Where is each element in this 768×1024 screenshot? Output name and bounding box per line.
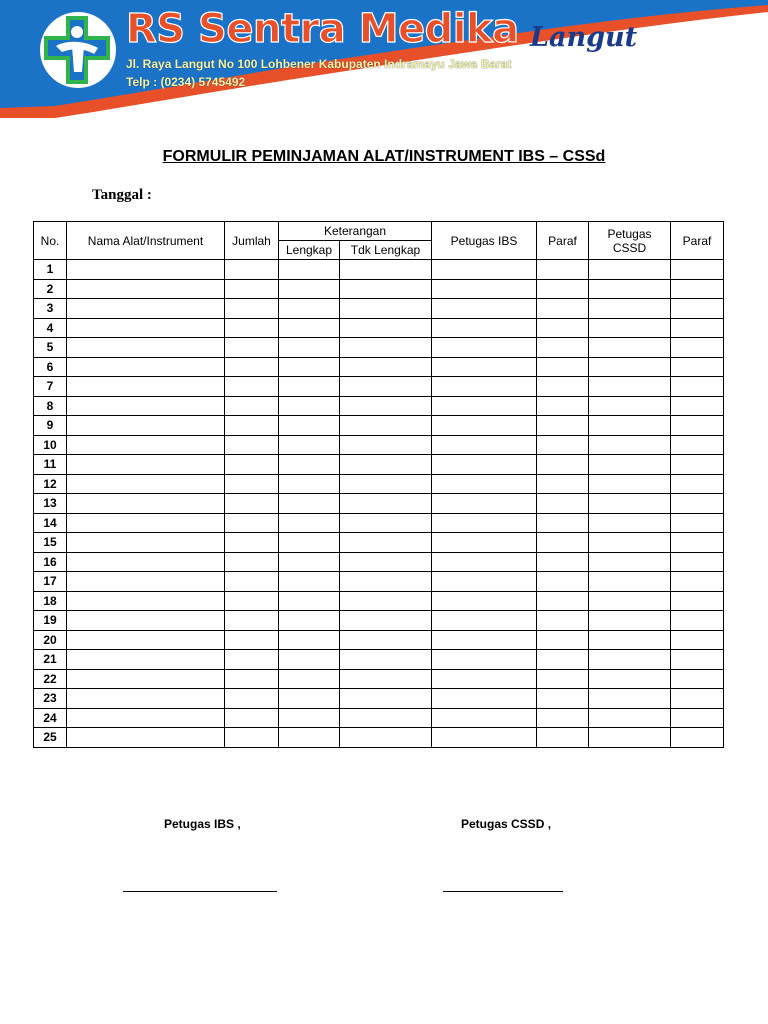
table-cell[interactable] xyxy=(67,416,225,436)
table-cell[interactable] xyxy=(340,357,432,377)
table-cell[interactable] xyxy=(671,260,724,280)
table-cell[interactable] xyxy=(225,728,279,748)
table-cell[interactable] xyxy=(589,728,671,748)
table-cell[interactable] xyxy=(432,435,537,455)
table-cell[interactable] xyxy=(225,650,279,670)
row-number: 14 xyxy=(34,513,67,533)
table-cell[interactable] xyxy=(340,669,432,689)
table-cell[interactable] xyxy=(225,299,279,319)
table-cell[interactable] xyxy=(671,728,724,748)
table-cell[interactable] xyxy=(589,494,671,514)
table-cell[interactable] xyxy=(671,396,724,416)
table-cell[interactable] xyxy=(279,279,340,299)
table-cell[interactable] xyxy=(340,708,432,728)
table-cell[interactable] xyxy=(589,455,671,475)
table-cell[interactable] xyxy=(67,513,225,533)
table-row xyxy=(34,357,724,377)
table-cell[interactable] xyxy=(537,338,589,358)
table-cell[interactable] xyxy=(432,689,537,709)
row-number: 5 xyxy=(34,338,67,358)
row-number: 12 xyxy=(34,474,67,494)
table-cell[interactable] xyxy=(279,689,340,709)
table-cell[interactable] xyxy=(67,260,225,280)
table-cell[interactable] xyxy=(671,708,724,728)
table-cell[interactable] xyxy=(67,279,225,299)
table-cell[interactable] xyxy=(671,533,724,553)
table-row xyxy=(34,416,724,436)
table-cell[interactable] xyxy=(671,611,724,631)
table-row xyxy=(34,474,724,494)
table-cell[interactable] xyxy=(340,513,432,533)
table-cell[interactable] xyxy=(279,474,340,494)
table-cell[interactable] xyxy=(432,533,537,553)
header-keterangan: Keterangan xyxy=(279,222,432,241)
table-cell[interactable] xyxy=(279,533,340,553)
table-cell[interactable] xyxy=(67,650,225,670)
hospital-address: Jl. Raya Langut No 100 Lohbener Kabupaten Indramayu Jawa Barat xyxy=(126,57,512,71)
table-cell[interactable] xyxy=(67,630,225,650)
table-cell[interactable] xyxy=(67,669,225,689)
table-cell[interactable] xyxy=(67,708,225,728)
table-cell[interactable] xyxy=(589,338,671,358)
table-cell[interactable] xyxy=(432,377,537,397)
table-row xyxy=(34,299,724,319)
row-number: 20 xyxy=(34,630,67,650)
signature-line-cssd[interactable] xyxy=(443,891,563,892)
table-row xyxy=(34,455,724,475)
table-cell[interactable] xyxy=(671,630,724,650)
table-cell[interactable] xyxy=(225,260,279,280)
table-cell[interactable] xyxy=(67,533,225,553)
table-cell[interactable] xyxy=(279,650,340,670)
row-number: 7 xyxy=(34,377,67,397)
table-cell[interactable] xyxy=(671,377,724,397)
table-cell[interactable] xyxy=(671,572,724,592)
table-cell[interactable] xyxy=(589,689,671,709)
table-cell[interactable] xyxy=(589,396,671,416)
table-cell[interactable] xyxy=(537,513,589,533)
table-cell[interactable] xyxy=(589,708,671,728)
table-cell[interactable] xyxy=(67,396,225,416)
table-cell[interactable] xyxy=(225,416,279,436)
table-cell[interactable] xyxy=(537,396,589,416)
table-row xyxy=(34,338,724,358)
header-nama: Nama Alat/Instrument xyxy=(67,222,225,260)
table-cell[interactable] xyxy=(279,572,340,592)
table-cell[interactable] xyxy=(279,396,340,416)
table-cell[interactable] xyxy=(432,416,537,436)
table-cell[interactable] xyxy=(279,260,340,280)
table-cell[interactable] xyxy=(589,377,671,397)
table-cell[interactable] xyxy=(432,552,537,572)
table-cell[interactable] xyxy=(537,260,589,280)
table-cell[interactable] xyxy=(279,299,340,319)
table-cell[interactable] xyxy=(432,474,537,494)
table-cell[interactable] xyxy=(67,455,225,475)
row-number: 16 xyxy=(34,552,67,572)
table-cell[interactable] xyxy=(340,572,432,592)
table-cell[interactable] xyxy=(671,318,724,338)
table-cell[interactable] xyxy=(340,455,432,475)
table-cell[interactable] xyxy=(67,338,225,358)
row-number: 15 xyxy=(34,533,67,553)
table-cell[interactable] xyxy=(432,260,537,280)
table-cell[interactable] xyxy=(589,513,671,533)
row-number: 6 xyxy=(34,357,67,377)
table-cell[interactable] xyxy=(225,435,279,455)
table-cell[interactable] xyxy=(340,689,432,709)
header-paraf-cssd: Paraf xyxy=(671,222,724,260)
table-row xyxy=(34,533,724,553)
header-jumlah: Jumlah xyxy=(225,222,279,260)
table-cell[interactable] xyxy=(432,708,537,728)
table-cell[interactable] xyxy=(225,377,279,397)
table-cell[interactable] xyxy=(589,279,671,299)
table-row xyxy=(34,260,724,280)
row-number: 22 xyxy=(34,669,67,689)
table-cell[interactable] xyxy=(537,572,589,592)
table-cell[interactable] xyxy=(67,357,225,377)
row-number: 9 xyxy=(34,416,67,436)
table-cell[interactable] xyxy=(340,611,432,631)
table-cell[interactable] xyxy=(671,689,724,709)
table-cell[interactable] xyxy=(537,611,589,631)
table-cell[interactable] xyxy=(537,728,589,748)
table-cell[interactable] xyxy=(67,494,225,514)
table-cell[interactable] xyxy=(67,377,225,397)
table-cell[interactable] xyxy=(589,669,671,689)
table-cell[interactable] xyxy=(537,494,589,514)
table-cell[interactable] xyxy=(589,435,671,455)
row-number: 2 xyxy=(34,279,67,299)
table-cell[interactable] xyxy=(432,338,537,358)
table-cell[interactable] xyxy=(279,669,340,689)
table-cell[interactable] xyxy=(589,552,671,572)
table-cell[interactable] xyxy=(225,494,279,514)
table-cell[interactable] xyxy=(340,260,432,280)
table-cell[interactable] xyxy=(589,533,671,553)
table-cell[interactable] xyxy=(537,474,589,494)
table-cell[interactable] xyxy=(340,474,432,494)
table-cell[interactable] xyxy=(225,552,279,572)
row-number: 23 xyxy=(34,689,67,709)
table-cell[interactable] xyxy=(225,572,279,592)
table-cell[interactable] xyxy=(279,455,340,475)
table-cell[interactable] xyxy=(340,650,432,670)
row-number: 24 xyxy=(34,708,67,728)
table-row xyxy=(34,630,724,650)
table-cell[interactable] xyxy=(225,338,279,358)
header-petugas-cssd xyxy=(589,222,671,260)
table-cell[interactable] xyxy=(67,435,225,455)
table-cell[interactable] xyxy=(589,650,671,670)
table-cell[interactable] xyxy=(225,533,279,553)
table-cell[interactable] xyxy=(225,474,279,494)
row-number: 8 xyxy=(34,396,67,416)
table-cell[interactable] xyxy=(537,299,589,319)
table-cell[interactable] xyxy=(537,455,589,475)
table-cell[interactable] xyxy=(671,435,724,455)
header-petugas-cssd-line2: CSSD xyxy=(612,240,647,255)
table-row xyxy=(34,650,724,670)
table-cell[interactable] xyxy=(279,357,340,377)
hospital-logo xyxy=(38,10,118,90)
table-cell[interactable] xyxy=(340,552,432,572)
table-cell[interactable] xyxy=(537,377,589,397)
table-cell[interactable] xyxy=(340,728,432,748)
signature-label-cssd: Petugas CSSD , xyxy=(461,817,552,831)
table-cell[interactable] xyxy=(225,611,279,631)
table-cell[interactable] xyxy=(671,416,724,436)
table-cell[interactable] xyxy=(671,591,724,611)
table-cell[interactable] xyxy=(225,630,279,650)
table-cell[interactable] xyxy=(340,630,432,650)
table-cell[interactable] xyxy=(67,611,225,631)
table-row xyxy=(34,377,724,397)
table-cell[interactable] xyxy=(279,377,340,397)
table-cell[interactable] xyxy=(432,299,537,319)
row-number: 10 xyxy=(34,435,67,455)
table-cell[interactable] xyxy=(279,494,340,514)
table-cell[interactable] xyxy=(67,299,225,319)
table-cell[interactable] xyxy=(432,279,537,299)
table-cell[interactable] xyxy=(67,552,225,572)
table-cell[interactable] xyxy=(279,552,340,572)
signature-line-ibs[interactable] xyxy=(123,891,277,892)
table-cell[interactable] xyxy=(340,591,432,611)
table-cell[interactable] xyxy=(279,591,340,611)
table-cell[interactable] xyxy=(537,552,589,572)
table-cell[interactable] xyxy=(671,455,724,475)
table-cell[interactable] xyxy=(589,611,671,631)
table-cell[interactable] xyxy=(67,728,225,748)
table-cell[interactable] xyxy=(340,396,432,416)
table-cell[interactable] xyxy=(225,455,279,475)
table-cell[interactable] xyxy=(537,318,589,338)
date-label: Tanggal : xyxy=(92,187,152,203)
table-cell[interactable] xyxy=(537,416,589,436)
table-cell[interactable] xyxy=(279,416,340,436)
table-cell[interactable] xyxy=(537,630,589,650)
table-cell[interactable] xyxy=(225,357,279,377)
table-row xyxy=(34,279,724,299)
table-cell[interactable] xyxy=(225,279,279,299)
table-cell[interactable] xyxy=(671,299,724,319)
table-cell[interactable] xyxy=(340,318,432,338)
table-cell[interactable] xyxy=(671,474,724,494)
table-row xyxy=(34,708,724,728)
table-cell[interactable] xyxy=(432,630,537,650)
table-row xyxy=(34,318,724,338)
table-cell[interactable] xyxy=(537,279,589,299)
table-cell[interactable] xyxy=(589,357,671,377)
table-row xyxy=(34,591,724,611)
table-cell[interactable] xyxy=(225,689,279,709)
row-number: 18 xyxy=(34,591,67,611)
table-cell[interactable] xyxy=(279,435,340,455)
table-cell[interactable] xyxy=(537,689,589,709)
table-cell[interactable] xyxy=(279,318,340,338)
header-lengkap: Lengkap xyxy=(279,241,340,260)
row-number: 17 xyxy=(34,572,67,592)
table-cell[interactable] xyxy=(537,669,589,689)
header-tdk-lengkap: Tdk Lengkap xyxy=(340,241,432,260)
table-cell[interactable] xyxy=(279,338,340,358)
form-title: FORMULIR PEMINJAMAN ALAT/INSTRUMENT IBS – CSSd xyxy=(162,148,606,165)
table-cell[interactable] xyxy=(432,357,537,377)
table-cell[interactable] xyxy=(225,708,279,728)
hospital-city: Langut xyxy=(530,22,638,53)
table-cell[interactable] xyxy=(432,669,537,689)
table-cell[interactable] xyxy=(432,455,537,475)
table-cell[interactable] xyxy=(225,513,279,533)
hospital-phone: Telp : (0234) 5745492 xyxy=(126,75,246,89)
header-no: No. xyxy=(34,222,67,260)
table-cell[interactable] xyxy=(589,416,671,436)
table-cell[interactable] xyxy=(67,474,225,494)
table-cell[interactable] xyxy=(340,377,432,397)
row-number: 13 xyxy=(34,494,67,514)
table-cell[interactable] xyxy=(279,708,340,728)
table-cell[interactable] xyxy=(279,728,340,748)
table-row xyxy=(34,435,724,455)
table-cell[interactable] xyxy=(671,513,724,533)
table-cell[interactable] xyxy=(225,396,279,416)
table-row xyxy=(34,396,724,416)
signature-label-ibs: Petugas IBS , xyxy=(164,817,241,831)
table-cell[interactable] xyxy=(432,611,537,631)
table-cell[interactable] xyxy=(589,299,671,319)
table-row xyxy=(34,611,724,631)
table-row xyxy=(34,728,724,748)
row-number: 25 xyxy=(34,728,67,748)
table-cell[interactable] xyxy=(671,552,724,572)
table-row xyxy=(34,513,724,533)
table-cell[interactable] xyxy=(671,650,724,670)
table-cell[interactable] xyxy=(537,650,589,670)
row-number: 4 xyxy=(34,318,67,338)
table-row xyxy=(34,494,724,514)
table-cell[interactable] xyxy=(225,591,279,611)
row-number: 1 xyxy=(34,260,67,280)
table-cell[interactable] xyxy=(340,533,432,553)
header-paraf-ibs: Paraf xyxy=(537,222,589,260)
table-row xyxy=(34,669,724,689)
table-cell[interactable] xyxy=(537,357,589,377)
loan-table xyxy=(33,221,724,748)
table-cell[interactable] xyxy=(589,318,671,338)
table-cell[interactable] xyxy=(340,279,432,299)
table-cell[interactable] xyxy=(537,533,589,553)
header-petugas-cssd-line1: Petugas xyxy=(607,226,652,241)
table-cell[interactable] xyxy=(67,318,225,338)
table-row xyxy=(34,572,724,592)
table-cell[interactable] xyxy=(340,299,432,319)
table-cell[interactable] xyxy=(671,357,724,377)
table-cell[interactable] xyxy=(432,728,537,748)
table-row xyxy=(34,689,724,709)
table-cell[interactable] xyxy=(671,338,724,358)
table-cell[interactable] xyxy=(432,572,537,592)
table-cell[interactable] xyxy=(671,669,724,689)
table-cell[interactable] xyxy=(432,494,537,514)
table-cell[interactable] xyxy=(589,260,671,280)
table-cell[interactable] xyxy=(67,572,225,592)
table-cell[interactable] xyxy=(279,611,340,631)
row-number: 3 xyxy=(34,299,67,319)
row-number: 11 xyxy=(34,455,67,475)
header-petugas-ibs: Petugas IBS xyxy=(432,222,537,260)
table-cell[interactable] xyxy=(67,689,225,709)
table-cell[interactable] xyxy=(589,630,671,650)
table-cell[interactable] xyxy=(432,650,537,670)
table-cell[interactable] xyxy=(279,513,340,533)
row-number: 19 xyxy=(34,611,67,631)
table-cell[interactable] xyxy=(671,279,724,299)
table-cell[interactable] xyxy=(432,318,537,338)
table-row xyxy=(34,552,724,572)
row-number: 21 xyxy=(34,650,67,670)
table-cell[interactable] xyxy=(537,708,589,728)
table-cell[interactable] xyxy=(432,513,537,533)
table-cell[interactable] xyxy=(340,338,432,358)
table-cell[interactable] xyxy=(432,396,537,416)
table-cell[interactable] xyxy=(537,591,589,611)
hospital-name: RS Sentra Medika xyxy=(126,6,519,52)
table-cell[interactable] xyxy=(589,572,671,592)
table-cell[interactable] xyxy=(671,494,724,514)
table-cell[interactable] xyxy=(340,494,432,514)
table-cell[interactable] xyxy=(432,591,537,611)
table-cell[interactable] xyxy=(225,669,279,689)
table-cell[interactable] xyxy=(340,435,432,455)
table-cell[interactable] xyxy=(589,474,671,494)
table-cell[interactable] xyxy=(589,591,671,611)
table-cell[interactable] xyxy=(279,630,340,650)
table-cell[interactable] xyxy=(340,416,432,436)
table-cell[interactable] xyxy=(67,591,225,611)
table-cell[interactable] xyxy=(225,318,279,338)
table-cell[interactable] xyxy=(537,435,589,455)
